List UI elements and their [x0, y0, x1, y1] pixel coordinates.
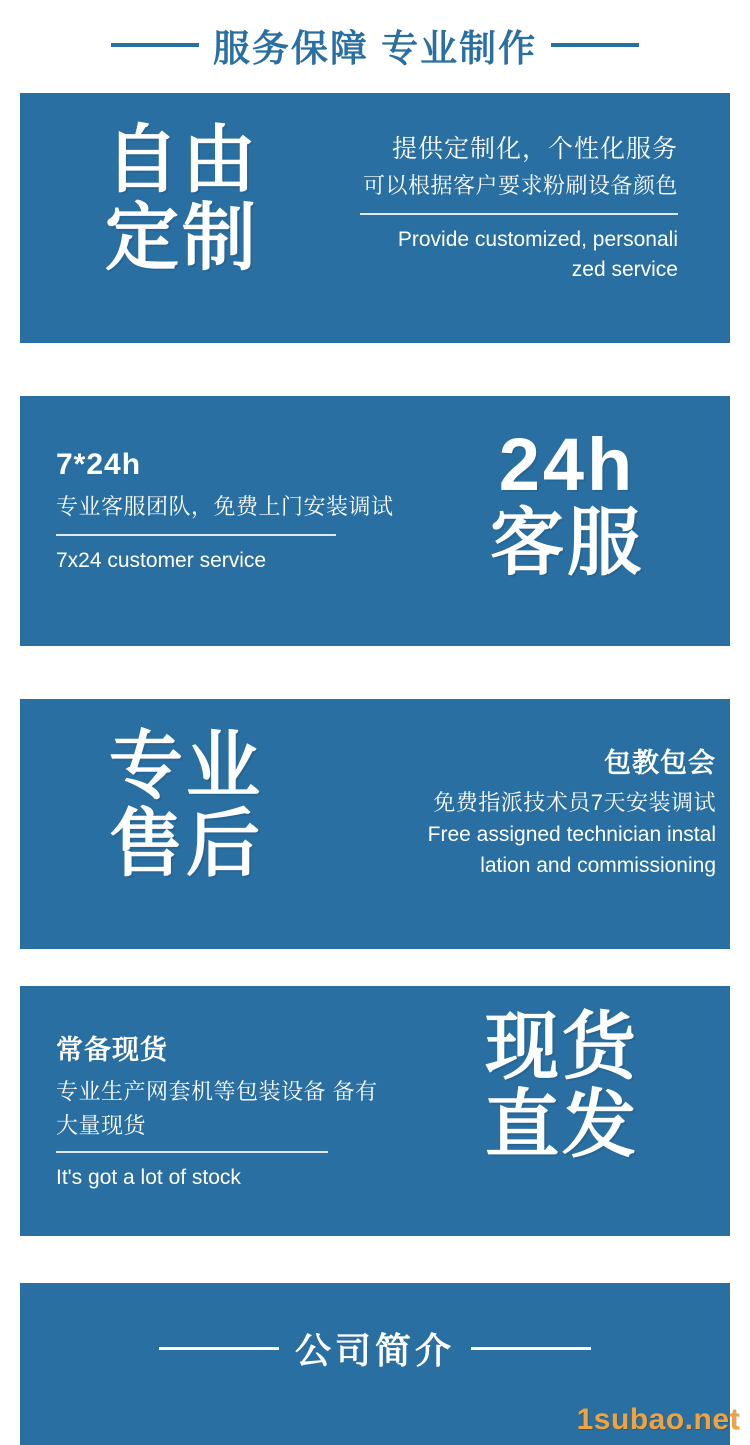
card1-cn-line2: 可以根据客户要求粉刷设备颜色 [362, 172, 678, 198]
card2-headline-line2: 客服 [490, 501, 644, 585]
card2-divider [56, 534, 336, 536]
card4-cn-line1: 专业生产网套机等包装设备 备有 [56, 1079, 378, 1104]
card1-en-line2: zed service [571, 258, 678, 282]
card2-headline [442, 423, 692, 585]
card1-headline [62, 118, 302, 280]
card4-headline-line1: 现货 [485, 1005, 639, 1088]
feature-card-service [20, 396, 730, 646]
feature-card-aftersales [20, 699, 730, 949]
feature-card-custom [20, 93, 730, 343]
card4-headline-line2: 直发 [485, 1083, 639, 1167]
card2-title: 7*24h [56, 448, 142, 481]
card3-headline-line1: 专业 [109, 724, 263, 807]
site-watermark: 1subao.net [576, 1403, 740, 1436]
bottom-rule-right [471, 1347, 591, 1350]
card3-en-line2: lation and commissioning [480, 853, 716, 877]
card1-en-line1: Provide customized, personali [397, 227, 678, 251]
page-header [0, 0, 750, 90]
card2-cn-line1: 专业客服团队，免费上门安装调试 [56, 494, 394, 519]
card1-cn-line1: 提供定制化，个性化服务 [391, 135, 678, 163]
header-rule-right [551, 43, 639, 47]
card1-divider [360, 213, 678, 215]
card3-headline-line2: 售后 [109, 802, 263, 886]
card2-en-line1: 7x24 customer service [56, 549, 267, 573]
card3-text [276, 741, 716, 881]
card4-title: 常备现货 [56, 1035, 168, 1065]
card3-title: 包教包会 [604, 748, 716, 778]
card2-text [56, 448, 456, 577]
feature-card-stock [20, 986, 730, 1236]
card1-text [278, 131, 678, 285]
company-intro-inner [20, 1323, 730, 1374]
card4-divider [56, 1151, 328, 1153]
card4-cn-line2: 大量现货 [56, 1113, 147, 1139]
company-intro-title: 公司简介 [294, 1330, 455, 1371]
card4-headline [432, 1005, 692, 1167]
page-title: 服务保障 专业制作 [212, 28, 538, 69]
bottom-rule-left [159, 1347, 279, 1350]
card2-headline-line1: 24h [498, 423, 636, 506]
card4-text [56, 1028, 456, 1194]
card4-en-line1: It's got a lot of stock [56, 1166, 241, 1190]
card3-headline [66, 724, 306, 886]
card1-headline-line2: 定制 [105, 196, 259, 280]
card3-en-line1: Free assigned technician instal [427, 823, 716, 847]
card3-cn-line1: 免费指派技术员7天安装调试 [433, 790, 716, 815]
header-rule-left [111, 43, 199, 47]
card1-headline-line1: 自由 [105, 118, 259, 201]
